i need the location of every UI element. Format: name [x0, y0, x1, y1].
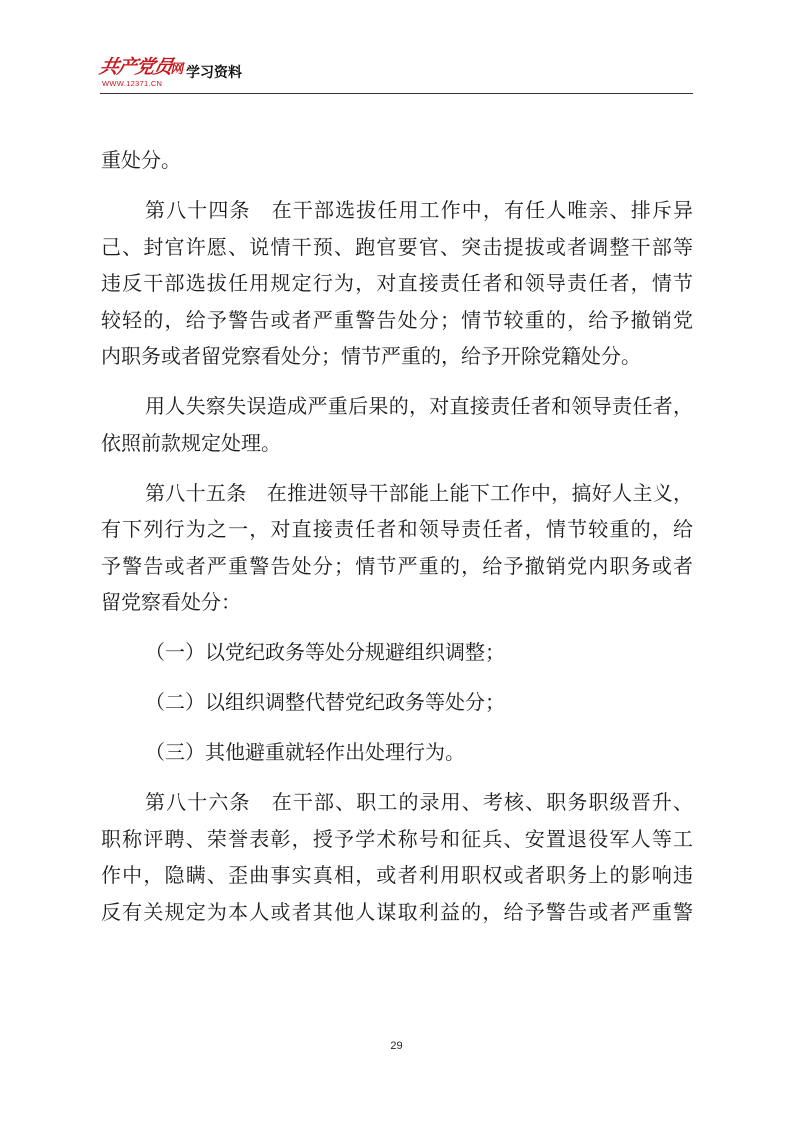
text-line: 内职务或者留党察看处分；情节严重的，给予开除党籍处分。 — [101, 344, 641, 368]
paragraph — [101, 142, 693, 179]
text-line: 较轻的，给予警告或者严重警告处分；情节较重的，给予撤销党 — [101, 307, 693, 332]
paragraph — [101, 734, 693, 771]
text-line: 依照前款规定处理。 — [101, 430, 281, 455]
logo-text: 共产党员 — [97, 56, 175, 78]
paragraph — [101, 684, 693, 721]
text-line: 第八十六条 在干部、职工的录用、考核、职务职级晋升、 — [145, 790, 693, 814]
text-line: 第八十四条 在干部选拔任用工作中，有任人唯亲、排斥异 — [145, 198, 693, 222]
text-line: 违反干部选拔任用规定行为，对直接责任者和领导责任者，情节 — [101, 271, 693, 295]
page-header — [97, 52, 693, 94]
paragraph — [101, 784, 693, 930]
paragraph — [101, 634, 693, 671]
logo-net: 网 — [169, 62, 186, 77]
paragraph-gap — [101, 375, 693, 389]
text-line: 予警告或者严重警告处分；情节严重的，给予撤销党内职务或者 — [101, 553, 693, 578]
paragraph-gap — [101, 621, 693, 635]
paragraph — [101, 192, 693, 375]
text-line: 重处分。 — [101, 148, 181, 172]
paragraph-gap — [101, 721, 693, 735]
text-line: （一）以党纪政务等处分规避组织调整； — [145, 640, 505, 664]
paragraph-gap — [101, 179, 693, 193]
header-title: 学习资料 — [186, 65, 242, 81]
paragraph — [101, 475, 693, 621]
page-number: 29 — [390, 1040, 403, 1052]
paragraph-gap — [101, 461, 693, 475]
text-line: 己、封官许愿、说情干预、跑官要官、突击提拔或者调整干部等 — [101, 234, 693, 259]
document-body — [101, 142, 693, 930]
text-line: （二）以组织调整代替党纪政务等处分； — [145, 690, 505, 714]
paragraph-gap — [101, 671, 693, 685]
site-logo — [97, 52, 186, 92]
logo-wordmark — [97, 52, 188, 79]
paragraph — [101, 388, 693, 461]
text-line: 留党察看处分： — [101, 590, 241, 614]
text-line: 作中，隐瞒、歪曲事实真相，或者利用职权或者职务上的影响违 — [101, 863, 693, 887]
text-line: 职称评聘、荣誉表彰，授予学术称号和征兵、安置退役军人等工 — [101, 826, 693, 851]
text-line: 用人失察失误造成严重后果的，对直接责任者和领导责任者， — [145, 394, 693, 418]
logo-url: WWW.12371.CN — [102, 79, 163, 88]
header-divider — [100, 93, 693, 94]
text-line: （三）其他避重就轻作出处理行为。 — [145, 740, 465, 764]
paragraph-gap — [101, 771, 693, 785]
text-line: 有下列行为之一，对直接责任者和领导责任者，情节较重的，给 — [101, 517, 693, 541]
text-line: 第八十五条 在推进领导干部能上能下工作中，搞好人主义， — [145, 480, 693, 505]
text-line: 反有关规定为本人或者其他人谋取利益的，给予警告或者严重警 — [101, 899, 693, 924]
